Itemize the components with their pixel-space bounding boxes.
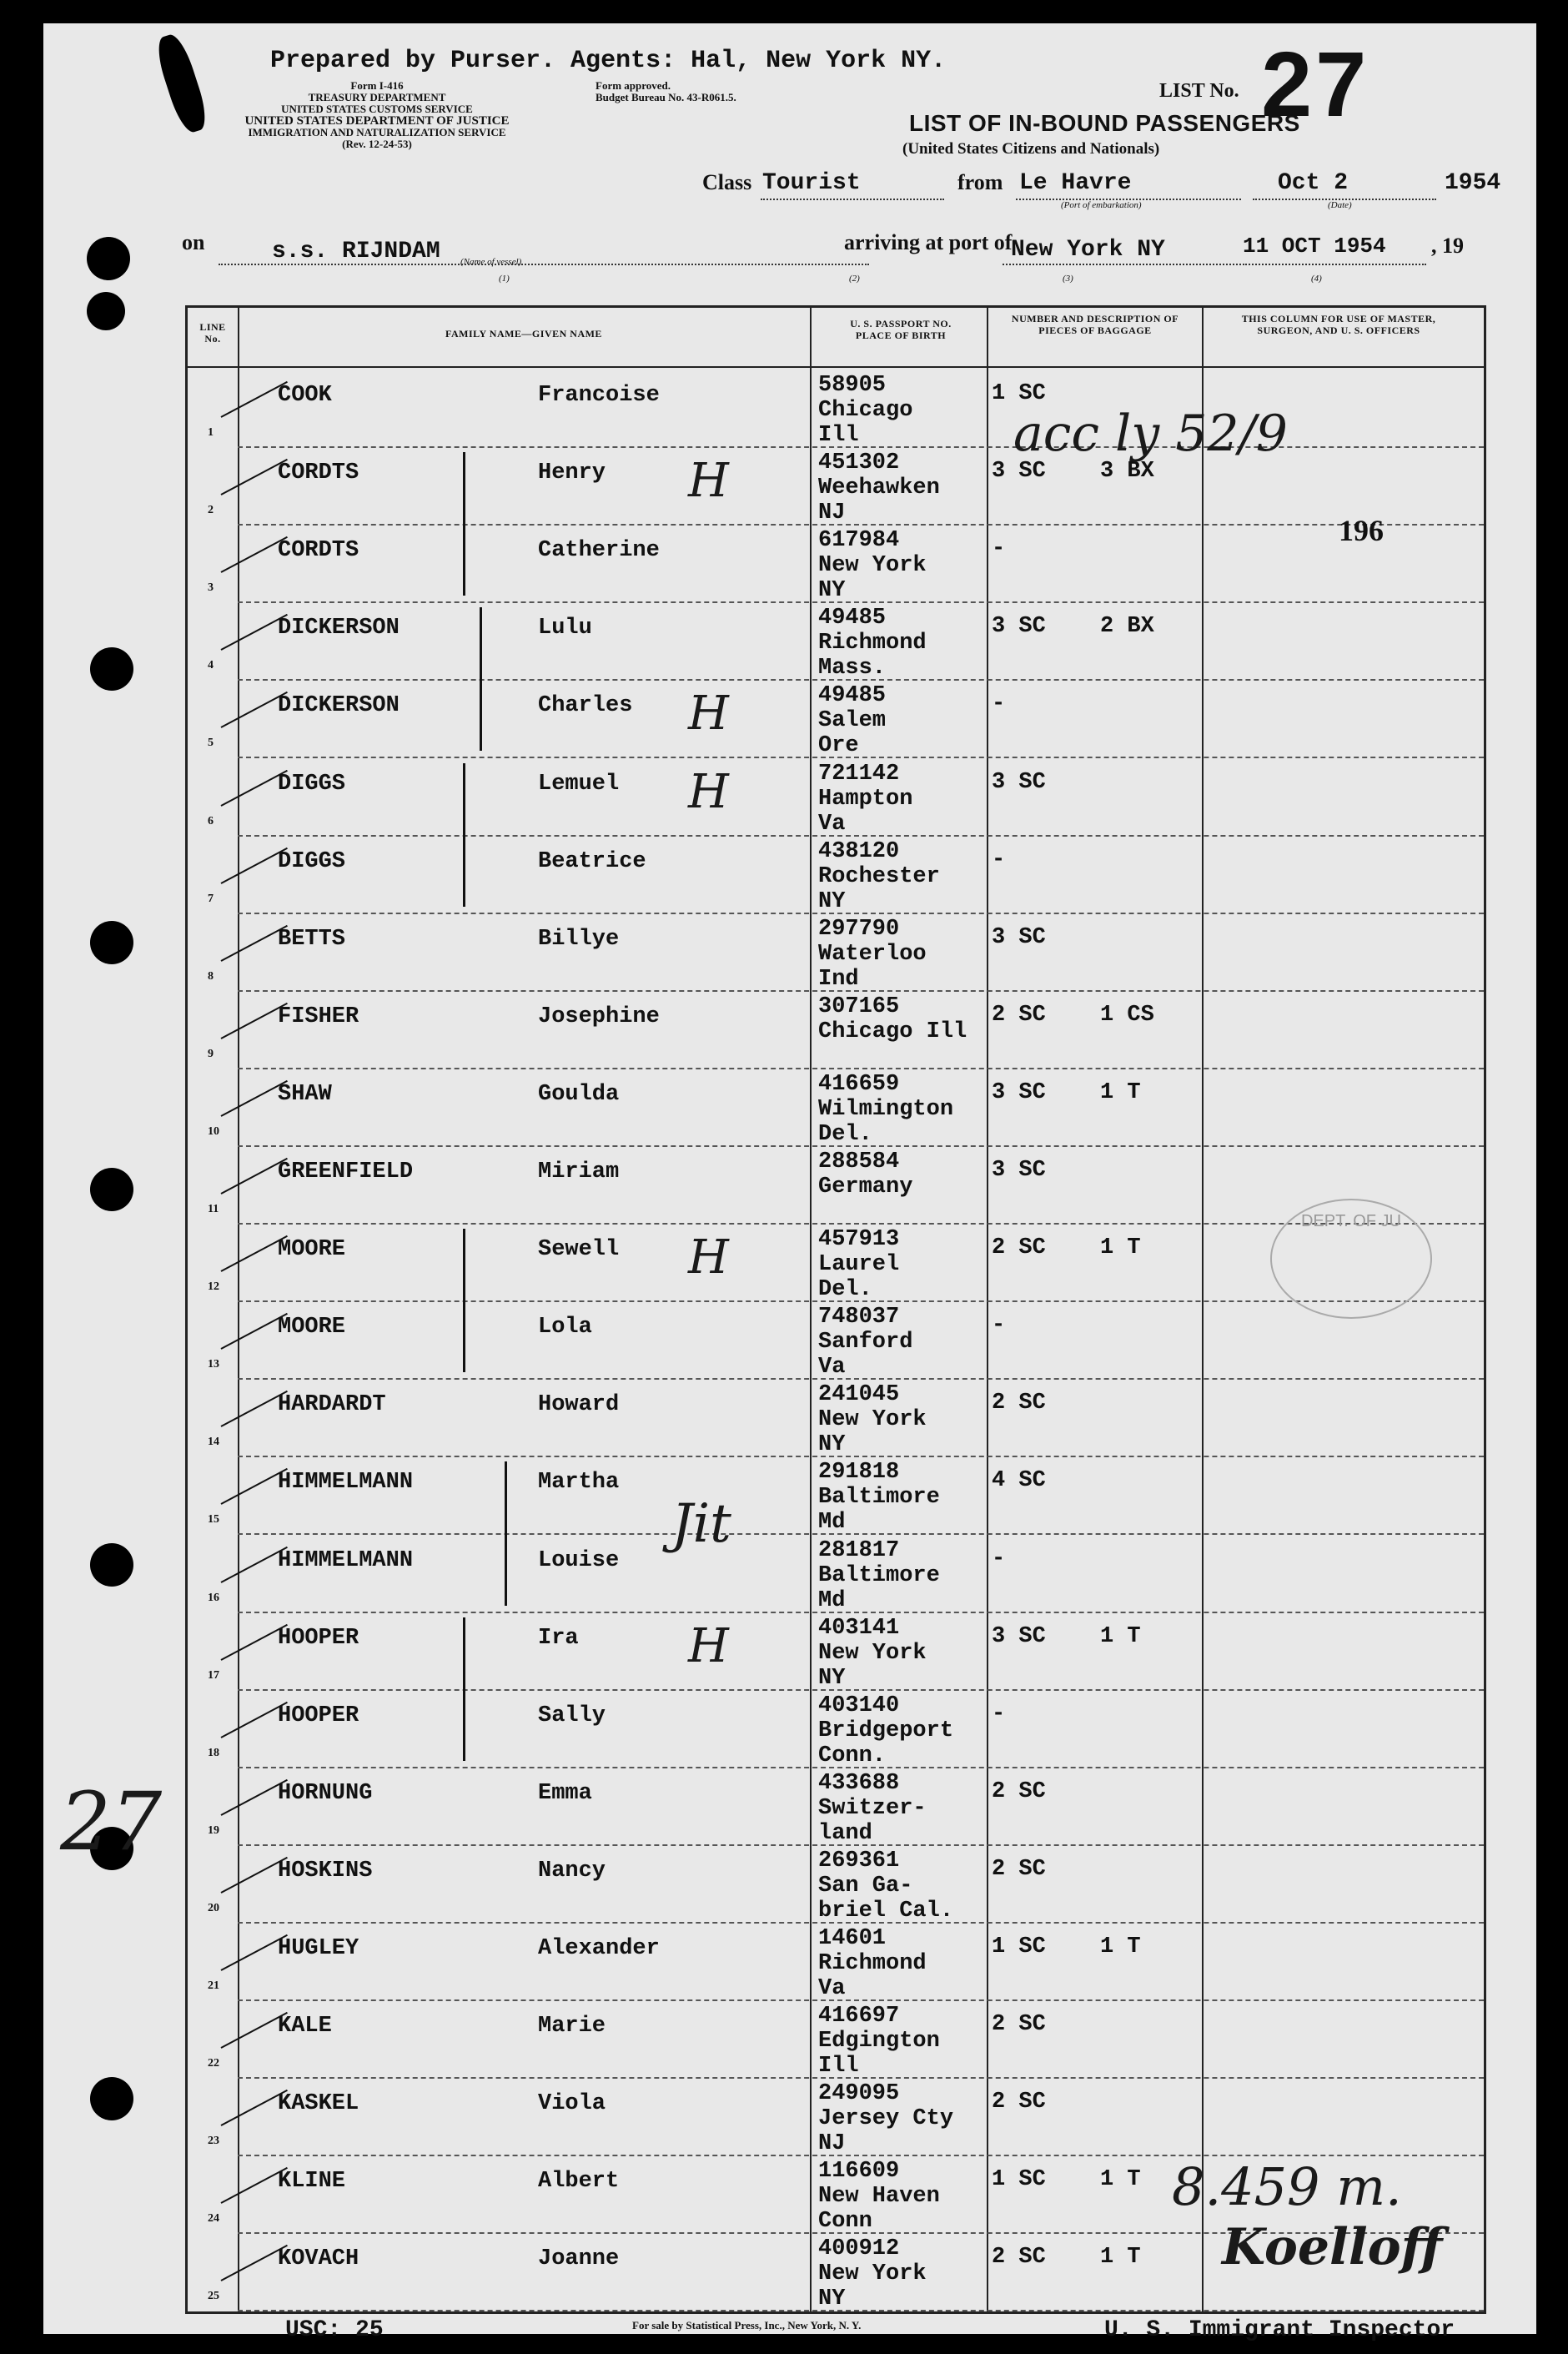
passport-birthplace: 58905 Chicago Ill [818, 373, 913, 448]
vessel-name: s.s. RIJNDAM [272, 239, 440, 264]
given-name: Nancy [538, 1858, 606, 1884]
from-value: Le Havre [1019, 170, 1132, 196]
family-name: HOOPER [278, 1703, 359, 1728]
col-num-2: (2) [849, 274, 860, 284]
baggage-extra: 1 T [1100, 1079, 1141, 1105]
table-row [188, 680, 1484, 759]
baggage-count: 3 SC [992, 1158, 1046, 1183]
given-name: Sewell [538, 1237, 620, 1263]
line-number: 22 [208, 2057, 219, 2070]
col-header-line: LINE No. [199, 321, 226, 345]
given-name: Joanne [538, 2246, 620, 2272]
table-row [188, 447, 1484, 526]
line-number: 18 [208, 1746, 219, 1759]
margin-27: 27 [60, 1775, 163, 1869]
family-name: CORDTS [278, 538, 359, 564]
family-bracket [463, 452, 465, 596]
line-number: 2 [208, 504, 214, 517]
baggage-count: 1 SC [992, 1934, 1046, 1959]
given-name: Henry [538, 460, 606, 486]
passenger-table [185, 305, 1486, 2314]
baggage-count: 2 SC [992, 2245, 1046, 2271]
family-name: MOORE [278, 1237, 346, 1263]
baggage-count: - [992, 692, 1006, 717]
passport-birthplace: 116609 New Haven Conn [818, 2159, 940, 2235]
table-row [188, 1456, 1484, 1536]
passport-birthplace: 433688 Switzer- land [818, 1770, 927, 1846]
baggage-count: - [992, 536, 1006, 562]
arrival-date-underline [1243, 264, 1426, 265]
line-number: 11 [208, 1203, 219, 1215]
baggage-count: 1 SC [992, 381, 1046, 406]
h-mark: H [688, 1230, 729, 1285]
baggage-count: 2 SC [992, 1391, 1046, 1416]
given-name: Howard [538, 1392, 620, 1418]
table-row [188, 1845, 1484, 1924]
family-name: DIGGS [278, 848, 346, 874]
table-row [188, 1301, 1484, 1381]
given-name: Viola [538, 2091, 606, 2117]
family-bracket [463, 1617, 465, 1761]
form-block [202, 80, 552, 150]
baggage-count: 3 SC [992, 924, 1046, 950]
passport-birthplace: 307165 Chicago Ill [818, 993, 967, 1044]
family-bracket [463, 1229, 465, 1372]
vessel-underline [219, 264, 869, 265]
passport-birthplace: 617984 New York NY [818, 528, 927, 604]
table-row [188, 1768, 1484, 1846]
acc-annotation: acc ly 52/9 [1013, 405, 1288, 463]
line-number: 23 [208, 2135, 219, 2148]
budget-block [596, 80, 736, 103]
line-number: 10 [208, 1124, 219, 1138]
family-name: COOK [278, 383, 332, 408]
line-number: 4 [208, 659, 214, 672]
h-mark: H [688, 1618, 729, 1673]
revision: (Rev. 12-24-53) [342, 138, 412, 150]
header-divider [188, 366, 1484, 368]
arriving-label: arriving at port of [844, 230, 1013, 254]
row-separator [238, 2310, 1484, 2311]
given-name: Sally [538, 1703, 606, 1728]
manifest-page [43, 23, 1536, 2343]
passport-birthplace: 249095 Jersey Cty NJ [818, 2081, 954, 2157]
port-embark-note: (Port of embarkation) [1061, 200, 1142, 210]
passport-birthplace: 281817 Baltimore Md [818, 1537, 940, 1613]
family-name: KALE [278, 2014, 332, 2040]
line-number: 13 [208, 1358, 219, 1371]
baggage-extra: 1 T [1100, 1934, 1141, 1959]
table-row [188, 1612, 1484, 1691]
family-name: KLINE [278, 2169, 346, 2195]
table-row [188, 991, 1484, 1067]
family-name: HARDARDT [278, 1392, 386, 1418]
baggage-count: - [992, 847, 1006, 873]
given-name: Louise [538, 1547, 620, 1573]
col-header-baggage: NUMBER AND DESCRIPTION OF PIECES OF BAGGAGE [1011, 313, 1179, 336]
family-name: KOVACH [278, 2246, 359, 2272]
baggage-count: - [992, 1701, 1006, 1727]
line-number: 7 [208, 892, 214, 905]
family-name: FISHER [278, 1003, 359, 1029]
baggage-extra: 1 T [1100, 2167, 1141, 2193]
family-name: HOOPER [278, 1625, 359, 1651]
line-number: 12 [208, 1280, 219, 1294]
baggage-count: 4 SC [992, 1468, 1046, 1494]
class-value: Tourist [762, 170, 861, 196]
date-note: (Date) [1328, 200, 1352, 210]
table-row [188, 525, 1484, 604]
family-name: HIMMELMANN [278, 1470, 414, 1496]
given-name: Marie [538, 2014, 606, 2040]
table-row [188, 602, 1484, 682]
passport-birthplace: 297790 Waterloo Ind [818, 916, 927, 992]
passport-birthplace: 288584 Germany [818, 1149, 913, 1200]
baggage-extra: 1 T [1100, 1623, 1141, 1649]
family-name: SHAW [278, 1081, 332, 1107]
line-number: 14 [208, 1436, 219, 1449]
passport-birthplace: 451302 Weehawken NJ [818, 450, 940, 526]
line-number: 9 [208, 1047, 214, 1060]
date-value: Oct 2 [1278, 170, 1349, 196]
passport-birthplace: 14601 Richmond Va [818, 1926, 927, 2001]
line-number: 25 [208, 2290, 219, 2303]
budget-number: Budget Bureau No. 43-R061.5. [596, 91, 736, 103]
table-row [188, 2000, 1484, 2080]
baggage-count: 3 SC [992, 1079, 1046, 1105]
given-name: Billye [538, 926, 620, 952]
binder-hole [90, 921, 133, 964]
on-label: on [182, 230, 205, 254]
page-title: LIST OF IN-BOUND PASSENGERS [909, 110, 1300, 136]
number-196: 196 [1339, 514, 1384, 547]
passport-birthplace: 748037 Sanford Va [818, 1305, 913, 1381]
family-name: KASKEL [278, 2091, 359, 2117]
family-name: CORDTS [278, 460, 359, 486]
family-name: MOORE [278, 1315, 346, 1340]
h-mark: H [688, 454, 729, 509]
family-name: DICKERSON [278, 616, 400, 641]
passport-birthplace: 49485 Salem Ore [818, 683, 887, 759]
baggage-count: - [992, 1546, 1006, 1572]
line-number: 16 [208, 1591, 219, 1604]
inspector-label: U. S. Immigrant Inspector [1104, 2317, 1455, 2343]
given-name: Goulda [538, 1081, 620, 1107]
col-header-official: THIS COLUMN FOR USE OF MASTER, SURGEON, AND U. S. OFFICERS [1241, 313, 1436, 336]
dept-stamp: DEPT. OF JU [1270, 1199, 1432, 1319]
class-label: Class [702, 170, 752, 194]
given-name: Albert [538, 2169, 620, 2195]
line-number: 6 [208, 814, 214, 827]
form-number: Form I-416 [350, 79, 404, 92]
printer-note: For sale by Statistical Press, Inc., New York, N. Y. [632, 2319, 862, 2331]
given-name: Beatrice [538, 848, 646, 874]
baggage-count: 2 SC [992, 1235, 1046, 1261]
table-row [188, 2078, 1484, 2157]
binder-hole [90, 2077, 133, 2120]
arrival-port-underline [1003, 264, 1244, 265]
from-label: from [957, 170, 1003, 194]
passport-birthplace: 241045 New York NY [818, 1382, 927, 1458]
line-number: 3 [208, 581, 214, 595]
given-name: Catherine [538, 538, 660, 564]
form-approved: Form approved. [596, 79, 671, 92]
usc-count: USC: 25 [285, 2317, 384, 2343]
given-name: Ira [538, 1625, 579, 1651]
col-num-3: (3) [1063, 274, 1073, 284]
family-name: DIGGS [278, 771, 346, 797]
baggage-count: 3 SC [992, 459, 1046, 485]
page-subtitle: (United States Citizens and Nationals) [902, 140, 1160, 158]
line-number: 8 [208, 969, 214, 983]
prepared-by: Prepared by Purser. Agents: Hal, New York NY. [270, 47, 947, 75]
table-row [188, 1069, 1484, 1147]
class-underline [761, 199, 944, 200]
baggage-extra: 1 CS [1100, 1002, 1154, 1028]
passport-birthplace: 416697 Edgington Ill [818, 2004, 940, 2080]
family-bracket [463, 763, 465, 907]
binder-hole [90, 647, 133, 691]
h-mark: H [688, 687, 729, 742]
table-row [188, 1146, 1484, 1222]
baggage-count: 2 SC [992, 1856, 1046, 1882]
list-number: 27 [1261, 33, 1370, 136]
baggage-extra: 3 BX [1100, 459, 1154, 485]
passport-birthplace: 403140 Bridgeport Conn. [818, 1693, 954, 1768]
given-name: Lulu [538, 616, 592, 641]
baggage-count: 3 SC [992, 769, 1046, 795]
line-number: 15 [208, 1513, 219, 1527]
binder-hole [87, 237, 130, 280]
signature-time: 8.459 m. [1172, 2156, 1402, 2217]
table-row [188, 1923, 1484, 1999]
arrival-port: New York NY [1011, 237, 1165, 263]
passport-birthplace: 416659 Wilmington Del. [818, 1071, 954, 1147]
baggage-count: 1 SC [992, 2167, 1046, 2193]
line-number: 20 [208, 1901, 219, 1914]
given-name: Alexander [538, 1936, 660, 1961]
baggage-count: 2 SC [992, 2012, 1046, 2038]
table-row [188, 1690, 1484, 1766]
binder-hole [90, 1543, 133, 1587]
baggage-count: 3 SC [992, 1623, 1046, 1649]
baggage-count: 2 SC [992, 2090, 1046, 2115]
customs-service: UNITED STATES CUSTOMS SERVICE [281, 103, 473, 115]
h-mark: H [688, 764, 729, 819]
family-name: HORNUNG [278, 1780, 373, 1806]
passport-birthplace: 457913 Laurel Del. [818, 1227, 900, 1303]
passport-birthplace: 269361 San Ga- briel Cal. [818, 1848, 954, 1924]
baggage-count: - [992, 1313, 1006, 1339]
passport-birthplace: 438120 Rochester NY [818, 838, 940, 914]
baggage-extra: 1 T [1100, 2245, 1141, 2271]
line-number: 21 [208, 1979, 219, 1992]
col-header-name: FAMILY NAME—GIVEN NAME [445, 328, 602, 340]
year: 1954 [1445, 170, 1501, 196]
family-name: BETTS [278, 926, 346, 952]
family-name: HUGLEY [278, 1936, 359, 1961]
baggage-count: 2 SC [992, 1778, 1046, 1804]
family-name: HOSKINS [278, 1858, 373, 1884]
family-bracket [480, 607, 482, 751]
baggage-count: 3 SC [992, 614, 1046, 640]
given-name: Miriam [538, 1159, 620, 1185]
given-name: Francoise [538, 383, 660, 408]
line-number: 1 [208, 426, 214, 439]
treasury-dept: TREASURY DEPARTMENT [308, 91, 446, 103]
given-name: Charles [538, 693, 633, 719]
binder-hole [87, 292, 125, 330]
arrival-date: 11 OCT 1954 [1243, 234, 1386, 259]
table-row [188, 913, 1484, 992]
table-row [188, 836, 1484, 912]
family-name: GREENFIELD [278, 1159, 414, 1185]
passport-birthplace: 49485 Richmond Mass. [818, 606, 927, 682]
table-row [188, 370, 1484, 448]
line-number: 24 [208, 2212, 219, 2226]
line-number: 17 [208, 1668, 219, 1682]
given-name: Martha [538, 1470, 620, 1496]
given-name: Josephine [538, 1003, 660, 1029]
vessel-note: (Name of vessel) [460, 257, 522, 267]
family-name: HIMMELMANN [278, 1547, 414, 1573]
table-row [188, 1379, 1484, 1458]
baggage-extra: 2 BX [1100, 614, 1154, 640]
passport-birthplace: 400912 New York NY [818, 2236, 927, 2312]
family-name: DICKERSON [278, 693, 400, 719]
baggage-extra: 1 T [1100, 1235, 1141, 1261]
line-number: 5 [208, 737, 214, 750]
doj: UNITED STATES DEPARTMENT OF JUSTICE [244, 114, 510, 128]
baggage-count: 2 SC [992, 1002, 1046, 1028]
given-name: Lemuel [538, 771, 620, 797]
ins: IMMIGRATION AND NATURALIZATION SERVICE [248, 126, 506, 138]
passport-birthplace: 291818 Baltimore Md [818, 1460, 940, 1536]
passport-birthplace: 721142 Hampton Va [818, 761, 913, 837]
passport-birthplace: 403141 New York NY [818, 1615, 927, 1691]
binder-hole [90, 1168, 133, 1211]
table-row [188, 758, 1484, 837]
given-name: Lola [538, 1315, 592, 1340]
col-num-4: (4) [1311, 274, 1322, 284]
list-label: LIST No. [1159, 80, 1239, 102]
line-number: 19 [208, 1823, 219, 1837]
given-name: Emma [538, 1780, 592, 1806]
col-num-1: (1) [499, 274, 510, 284]
family-bracket [505, 1461, 507, 1605]
year-suffix: , 19 [1431, 234, 1464, 258]
jit-mark: Jit [671, 1492, 731, 1555]
col-header-passport: U. S. PASSPORT NO. PLACE OF BIRTH [850, 318, 952, 341]
signature-name: Koelloff [1222, 2218, 1443, 2276]
